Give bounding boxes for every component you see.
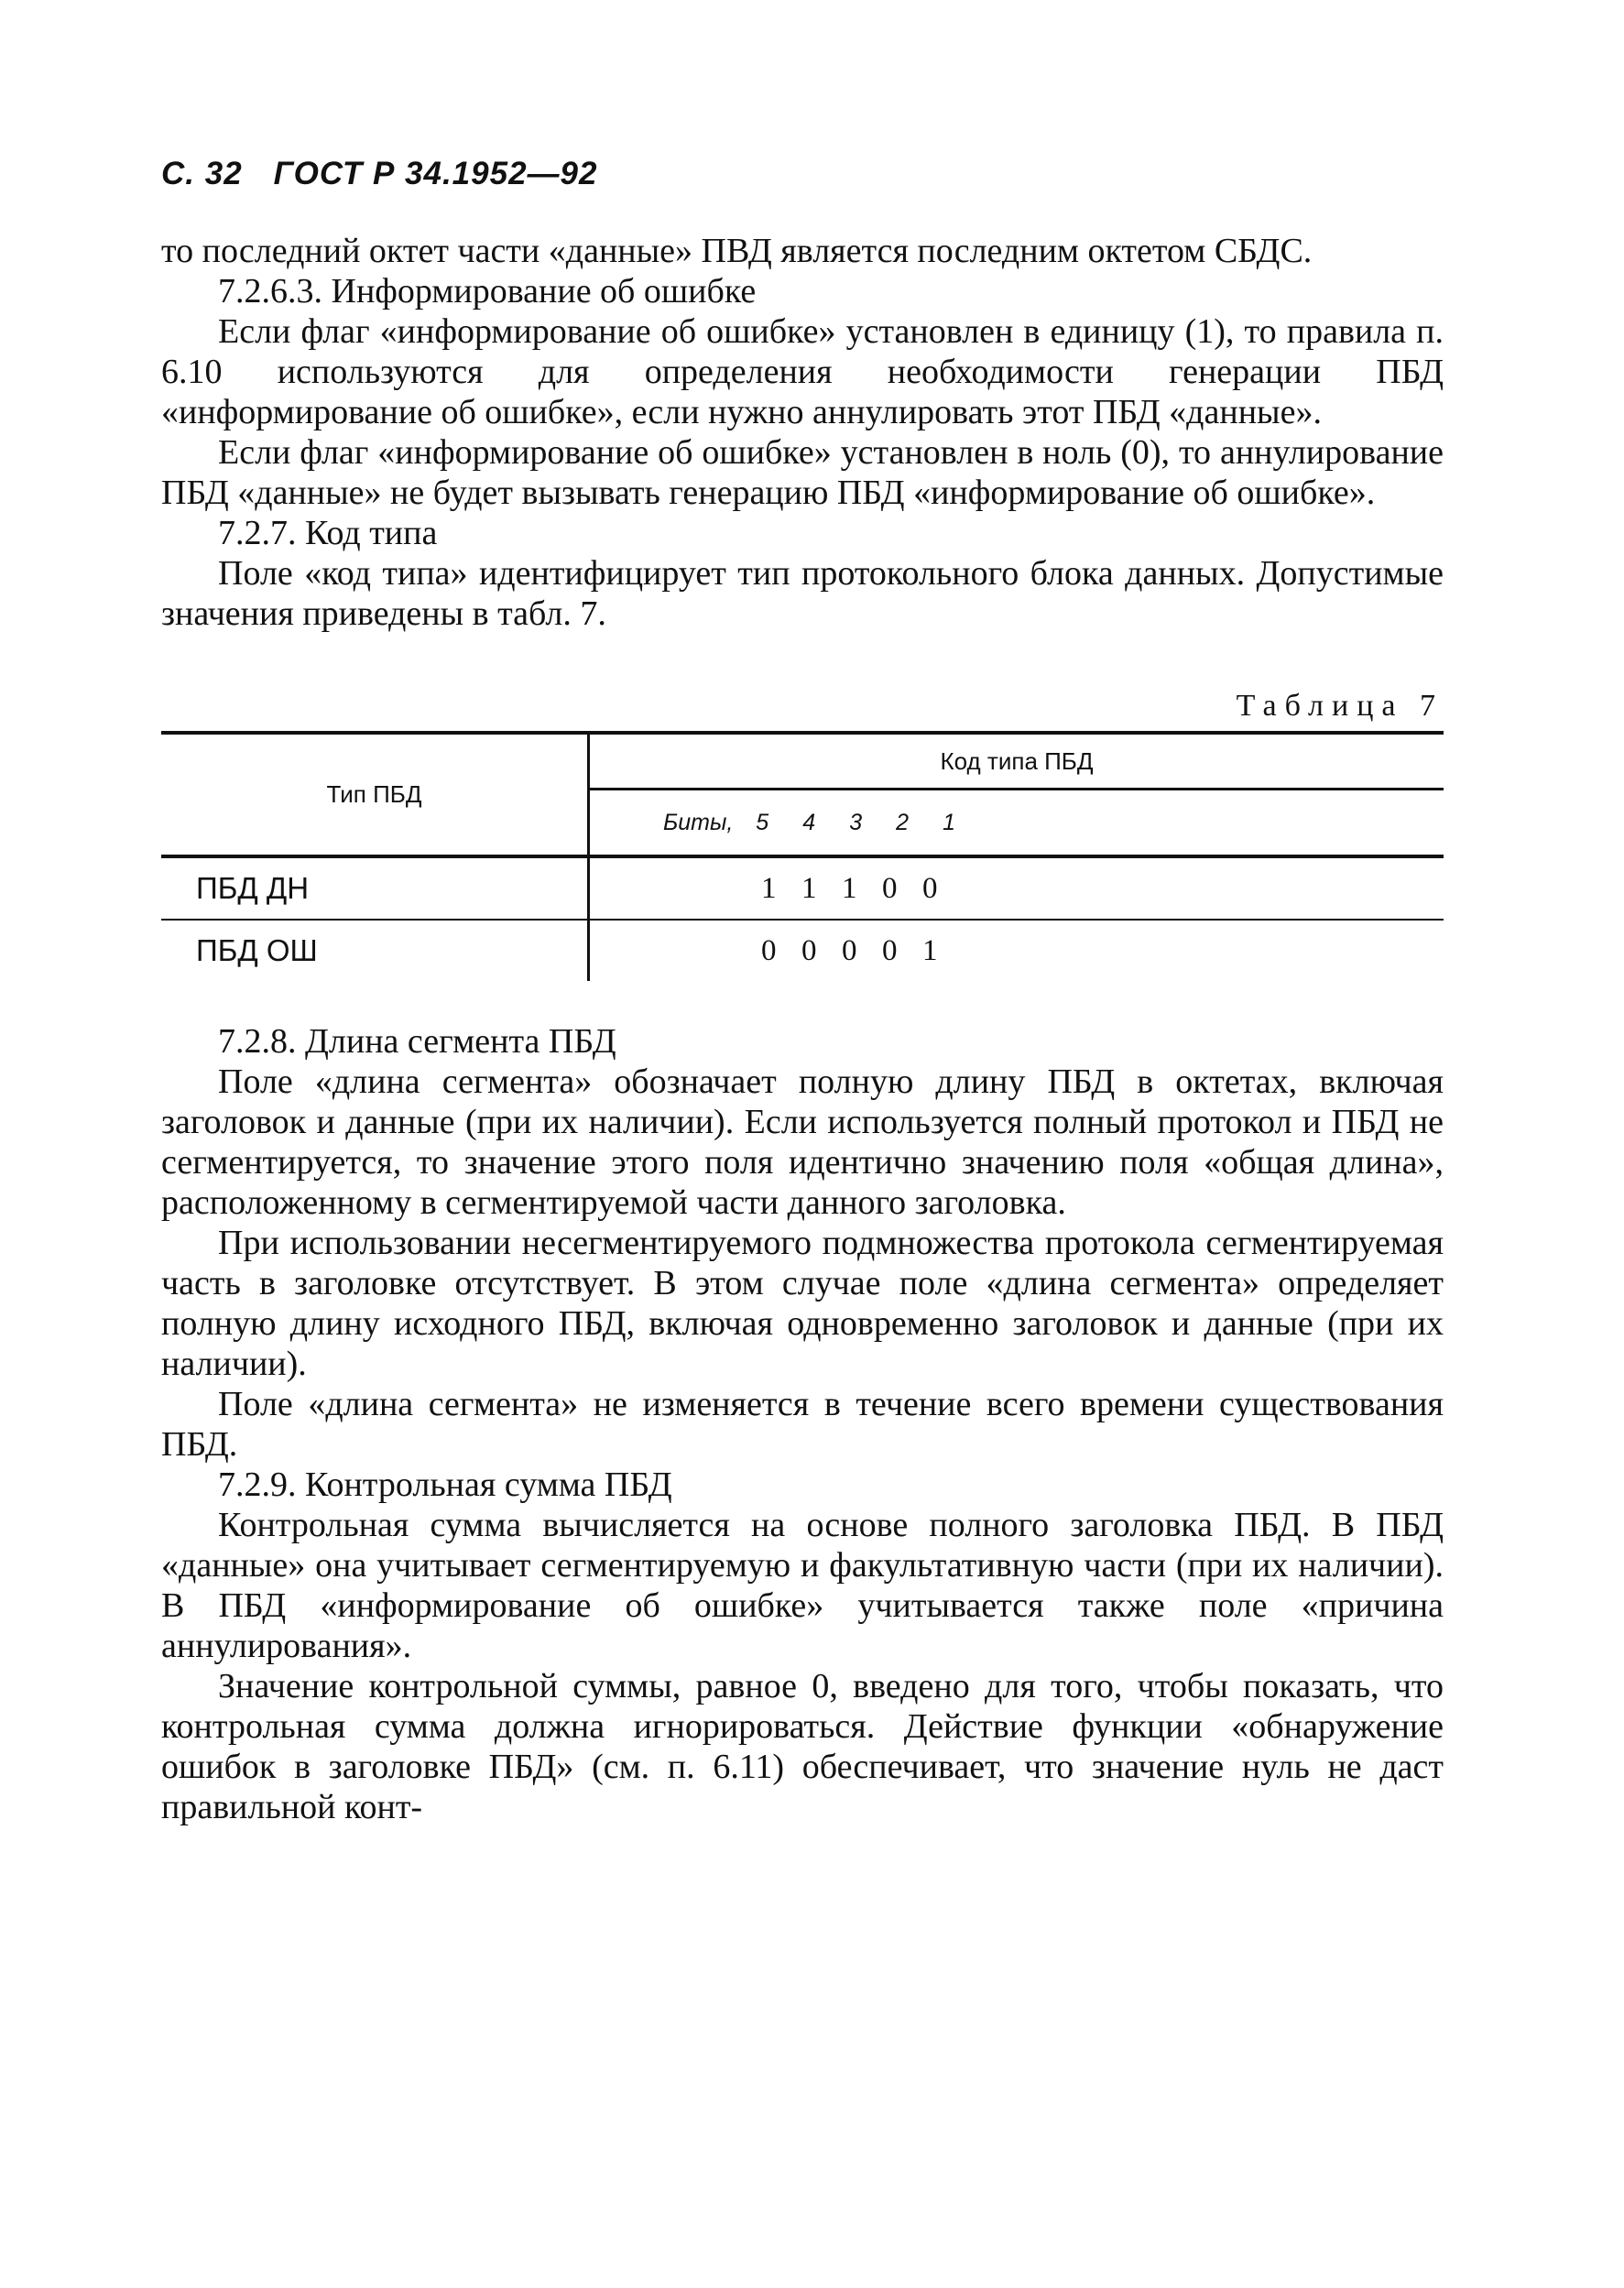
- paragraph: Если флаг «информирование об ошибке» установлен в единицу (1), то правила п. 6.10 используются для определения необходимости генерации ПБД «информирование об ошибке», если нужно аннулировать этот ПБД «данные».: [161, 312, 1444, 431]
- paragraph: 7.2.9. Контрольная сумма ПБД: [218, 1465, 672, 1504]
- bit-number: 2: [896, 809, 910, 835]
- paragraph: 7.2.7. Код типа: [218, 514, 438, 552]
- table-caption: Таблица 7: [1236, 689, 1444, 723]
- bit-number: 1: [943, 809, 956, 835]
- code-bit: 0: [761, 933, 777, 967]
- paragraph: Поле «код типа» идентифицирует тип протокольного блока данных. Допустимые значения приведены в табл. 7.: [161, 554, 1444, 633]
- code-bit: 0: [842, 933, 857, 967]
- paragraph: При использовании несегментируемого подмножества протокола сегментируемая часть в заголовке отсутствует. В этом случае поле «длина сегмента» определяет полную длину исходного ПБД, включая одновременно заголовок и данные (при их наличии).: [161, 1224, 1444, 1383]
- code-bit: 1: [842, 871, 857, 905]
- code-bit: 0: [922, 871, 938, 905]
- code-bit: 1: [801, 871, 817, 905]
- paragraph: 7.2.8. Длина сегмента ПБД: [218, 1022, 616, 1061]
- page-number: С. 32: [161, 156, 243, 191]
- paragraph: Поле «длина сегмента» обозначает полную длину ПБД в октетах, включая заголовок и данные (при их наличии). Если используется полный протокол и ПБД не сегментируется, то значение этого поля идентично значению поля «общая длина», расположенному в сегментируемой части данного заголовка.: [161, 1062, 1444, 1222]
- column-header-code: Код типа ПБД: [589, 733, 1444, 790]
- code-bit: 1: [922, 933, 938, 967]
- body-text-bottom: [161, 1021, 1444, 1827]
- table-row: [161, 920, 1444, 981]
- type-cell: ПБД ДН: [161, 856, 589, 920]
- code-bit: 0: [882, 871, 898, 905]
- paragraph: Значение контрольной суммы, равное 0, введено для того, чтобы показать, что контрольная сумма должна игнорироваться. Действие функции «обнаружение ошибок в заголовке ПБД» (см. п. 6.11) обеспечивает, что значение нуль не даст правильной конт-: [161, 1667, 1444, 1826]
- code-bit: 0: [882, 933, 898, 967]
- bits-header: [589, 790, 1444, 857]
- code-bit: 1: [761, 871, 777, 905]
- paragraph: 7.2.6.3. Информирование об ошибке: [218, 272, 757, 311]
- column-header-type: Тип ПБД: [161, 733, 589, 856]
- code-bit: 0: [801, 933, 817, 967]
- paragraph: Если флаг «информирование об ошибке» установлен в ноль (0), то аннулирование ПБД «данные» не будет вызывать генерацию ПБД «информирование об ошибке».: [161, 433, 1444, 512]
- table-row: [161, 856, 1444, 920]
- type-cell: ПБД ОШ: [161, 920, 589, 981]
- code-cell: [589, 920, 1444, 981]
- paragraph: Поле «длина сегмента» не изменяется в течение всего времени существования ПБД.: [161, 1385, 1444, 1464]
- paragraph: то последний октет части «данные» ПВД является последним октетом СБДС.: [161, 232, 1313, 270]
- document-page: [161, 156, 1444, 1827]
- code-cell: [589, 856, 1444, 920]
- bits-label: Биты,: [663, 809, 734, 835]
- bit-number: 5: [756, 809, 769, 835]
- type-code-table: [161, 731, 1444, 981]
- bit-number: 3: [849, 809, 863, 835]
- paragraph: Контрольная сумма вычисляется на основе полного заголовка ПБД. В ПБД «данные» она учитывает сегментируемую и факультативную части (при их наличии). В ПБД «информирование об ошибке» учитывается также поле «причина аннулирования».: [161, 1506, 1444, 1665]
- bit-number: 4: [802, 809, 816, 835]
- body-text-top: [161, 231, 1444, 634]
- standard-designation: ГОСТ Р 34.1952—92: [273, 156, 598, 191]
- page-header: [161, 156, 1444, 192]
